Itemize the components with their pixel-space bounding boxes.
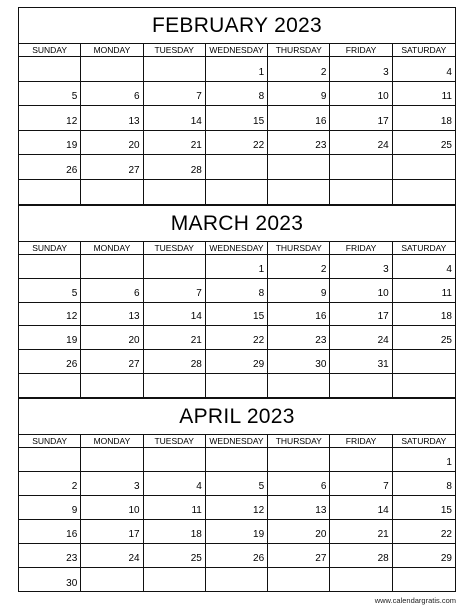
day-cell: 3 (330, 255, 392, 279)
empty-day-cell (19, 180, 81, 205)
empty-day-cell (144, 568, 206, 592)
day-cell: 22 (206, 326, 268, 350)
day-grid (19, 255, 455, 398)
day-cell: 21 (330, 520, 392, 544)
day-cell: 28 (144, 350, 206, 374)
day-cell: 9 (268, 82, 330, 107)
day-cell: 11 (393, 82, 455, 107)
weekday-label: TUESDAY (144, 435, 206, 447)
day-cell: 14 (330, 496, 392, 520)
empty-day-cell (330, 448, 392, 472)
empty-day-cell (81, 255, 143, 279)
empty-day-cell (19, 255, 81, 279)
day-cell: 22 (206, 131, 268, 156)
empty-day-cell (81, 374, 143, 398)
day-cell: 3 (81, 472, 143, 496)
empty-day-cell (81, 448, 143, 472)
day-cell: 29 (206, 350, 268, 374)
day-cell: 15 (393, 496, 455, 520)
day-cell: 4 (393, 255, 455, 279)
empty-day-cell (268, 374, 330, 398)
day-cell: 3 (330, 57, 392, 82)
day-cell: 17 (330, 106, 392, 131)
weekday-label: THURSDAY (268, 44, 330, 56)
empty-day-cell (144, 255, 206, 279)
day-cell: 27 (268, 544, 330, 568)
weekday-header (19, 242, 455, 255)
day-cell: 2 (268, 255, 330, 279)
day-cell: 11 (393, 279, 455, 303)
weekday-label: TUESDAY (144, 44, 206, 56)
website-footer: www.calendargratis.com (374, 596, 456, 605)
empty-day-cell (206, 374, 268, 398)
day-cell: 10 (81, 496, 143, 520)
weekday-label: MONDAY (81, 44, 143, 56)
month-title: FEBRUARY 2023 (19, 8, 455, 44)
empty-day-cell (19, 374, 81, 398)
day-cell: 28 (330, 544, 392, 568)
empty-day-cell (268, 568, 330, 592)
day-cell: 14 (144, 106, 206, 131)
day-cell: 30 (19, 568, 81, 592)
day-cell: 10 (330, 82, 392, 107)
day-cell: 15 (206, 303, 268, 327)
empty-day-cell (268, 180, 330, 205)
empty-day-cell (206, 180, 268, 205)
day-cell: 4 (393, 57, 455, 82)
day-cell: 17 (330, 303, 392, 327)
weekday-label: THURSDAY (268, 242, 330, 254)
empty-day-cell (393, 155, 455, 180)
day-cell: 25 (144, 544, 206, 568)
day-cell: 13 (268, 496, 330, 520)
day-cell: 8 (206, 82, 268, 107)
weekday-label: SATURDAY (401, 436, 447, 446)
day-cell: 25 (393, 326, 455, 350)
weekday-label: WEDNESDAY (206, 44, 268, 56)
day-cell: 12 (206, 496, 268, 520)
empty-day-cell (144, 57, 206, 82)
day-cell: 23 (268, 326, 330, 350)
weekday-label: SUNDAY (19, 435, 81, 447)
day-cell: 26 (206, 544, 268, 568)
weekday-label: TUESDAY (144, 242, 206, 254)
day-cell: 18 (393, 106, 455, 131)
weekday-label: MONDAY (81, 242, 143, 254)
day-cell: 24 (330, 131, 392, 156)
day-cell: 5 (206, 472, 268, 496)
day-cell: 6 (81, 279, 143, 303)
empty-day-cell (393, 350, 455, 374)
day-cell: 18 (393, 303, 455, 327)
empty-day-cell (144, 374, 206, 398)
day-cell: 19 (19, 131, 81, 156)
empty-day-cell (330, 180, 392, 205)
day-cell: 18 (144, 520, 206, 544)
weekday-label: FRIDAY (330, 435, 392, 447)
day-cell: 24 (330, 326, 392, 350)
day-cell: 9 (19, 496, 81, 520)
day-cell: 28 (144, 155, 206, 180)
day-cell: 1 (206, 57, 268, 82)
day-cell: 21 (144, 326, 206, 350)
day-cell: 19 (19, 326, 81, 350)
day-cell: 12 (19, 303, 81, 327)
day-cell: 4 (144, 472, 206, 496)
weekday-header (19, 435, 455, 448)
day-cell: 7 (144, 82, 206, 107)
empty-day-cell (393, 180, 455, 205)
empty-day-cell (268, 155, 330, 180)
day-grid (19, 448, 455, 592)
empty-day-cell (268, 448, 330, 472)
day-cell: 30 (268, 350, 330, 374)
day-cell: 31 (330, 350, 392, 374)
day-cell: 15 (206, 106, 268, 131)
day-cell: 8 (206, 279, 268, 303)
day-cell: 22 (393, 520, 455, 544)
empty-day-cell (81, 180, 143, 205)
weekday-label: WEDNESDAY (206, 435, 268, 447)
day-cell: 19 (206, 520, 268, 544)
day-cell: 8 (393, 472, 455, 496)
empty-day-cell (393, 568, 455, 592)
day-cell: 14 (144, 303, 206, 327)
day-cell: 7 (144, 279, 206, 303)
month-title: APRIL 2023 (19, 399, 455, 435)
weekday-label: SATURDAY (401, 45, 447, 55)
day-cell: 1 (206, 255, 268, 279)
calendar-march (18, 205, 456, 398)
weekday-label: WEDNESDAY (206, 242, 268, 254)
empty-day-cell (19, 57, 81, 82)
day-cell: 20 (268, 520, 330, 544)
day-cell: 6 (81, 82, 143, 107)
empty-day-cell (144, 448, 206, 472)
empty-day-cell (330, 155, 392, 180)
empty-day-cell (393, 374, 455, 398)
empty-day-cell (81, 568, 143, 592)
day-cell: 20 (81, 131, 143, 156)
empty-day-cell (81, 57, 143, 82)
weekday-label: MONDAY (81, 435, 143, 447)
calendar-april (18, 398, 456, 592)
day-cell: 23 (268, 131, 330, 156)
weekday-label: SATURDAY (401, 243, 447, 253)
day-cell: 11 (144, 496, 206, 520)
day-cell: 5 (19, 279, 81, 303)
day-cell: 6 (268, 472, 330, 496)
weekday-label: THURSDAY (268, 435, 330, 447)
day-cell: 5 (19, 82, 81, 107)
day-cell: 16 (268, 106, 330, 131)
day-cell: 1 (393, 448, 455, 472)
day-cell: 13 (81, 106, 143, 131)
day-cell: 26 (19, 350, 81, 374)
weekday-label: FRIDAY (330, 44, 392, 56)
empty-day-cell (206, 568, 268, 592)
empty-day-cell (144, 180, 206, 205)
calendar-february (18, 7, 456, 205)
day-cell: 26 (19, 155, 81, 180)
day-cell: 9 (268, 279, 330, 303)
day-cell: 23 (19, 544, 81, 568)
empty-day-cell (206, 155, 268, 180)
day-cell: 7 (330, 472, 392, 496)
weekday-label: FRIDAY (330, 242, 392, 254)
day-cell: 27 (81, 155, 143, 180)
weekday-header (19, 44, 455, 57)
day-cell: 24 (81, 544, 143, 568)
day-grid (19, 57, 455, 204)
weekday-label: SUNDAY (19, 242, 81, 254)
month-title: MARCH 2023 (19, 206, 455, 242)
day-cell: 10 (330, 279, 392, 303)
day-cell: 20 (81, 326, 143, 350)
empty-day-cell (330, 568, 392, 592)
weekday-label: SUNDAY (19, 44, 81, 56)
day-cell: 16 (19, 520, 81, 544)
day-cell: 21 (144, 131, 206, 156)
day-cell: 16 (268, 303, 330, 327)
day-cell: 25 (393, 131, 455, 156)
day-cell: 27 (81, 350, 143, 374)
empty-day-cell (330, 374, 392, 398)
day-cell: 12 (19, 106, 81, 131)
day-cell: 13 (81, 303, 143, 327)
empty-day-cell (206, 448, 268, 472)
day-cell: 2 (19, 472, 81, 496)
day-cell: 29 (393, 544, 455, 568)
day-cell: 2 (268, 57, 330, 82)
day-cell: 17 (81, 520, 143, 544)
empty-day-cell (19, 448, 81, 472)
